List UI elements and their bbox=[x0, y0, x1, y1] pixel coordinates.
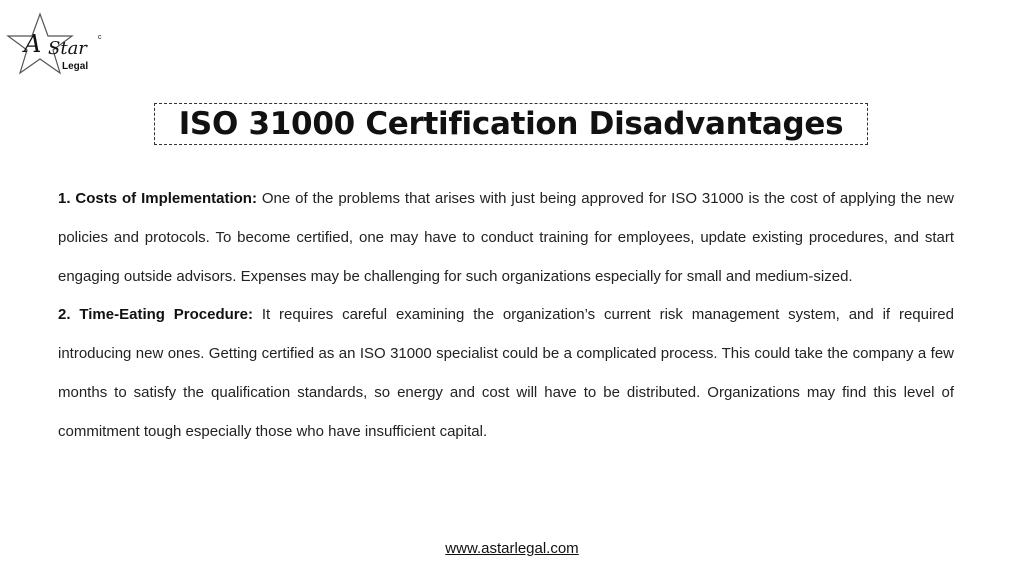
logo-word-star: Star bbox=[48, 38, 87, 59]
section-time-eating-procedure bbox=[58, 296, 954, 451]
title-frame bbox=[154, 103, 868, 145]
section-text: One of the problems that arises with just being approved for ISO 31000 is the cost of applying the new policies and protocols. To become certified, one may have to conduct training for employees, update existing procedures, and start engaging outside advisors. Expenses may be challenging for such organizations especially for small and medium-sized. bbox=[58, 190, 954, 285]
section-text: It requires careful examining the organization’s current risk management system, and if required introducing new ones. Getting certified as an ISO 31000 specialist could be a complicated process. This could take the company a few months to satisfy the qualification standards, so energy and cost will have to be distributed. Organizations may find this level of commitment tough especially those who have insufficient capital. bbox=[58, 306, 954, 440]
section-costs-of-implementation bbox=[58, 180, 954, 296]
logo-letter-a: A bbox=[24, 30, 42, 58]
website-link[interactable]: www.astarlegal.com bbox=[445, 540, 579, 557]
footer bbox=[0, 540, 1024, 557]
logo-copyright-mark: c bbox=[98, 34, 102, 41]
content-body bbox=[58, 180, 954, 452]
astar-legal-logo bbox=[6, 12, 106, 78]
section-heading: 1. Costs of Implementation: bbox=[58, 190, 257, 207]
logo-word-legal: Legal bbox=[62, 61, 89, 72]
section-heading: 2. Time-Eating Procedure: bbox=[58, 306, 253, 324]
page-title: ISO 31000 Certification Disadvantages bbox=[178, 105, 844, 142]
